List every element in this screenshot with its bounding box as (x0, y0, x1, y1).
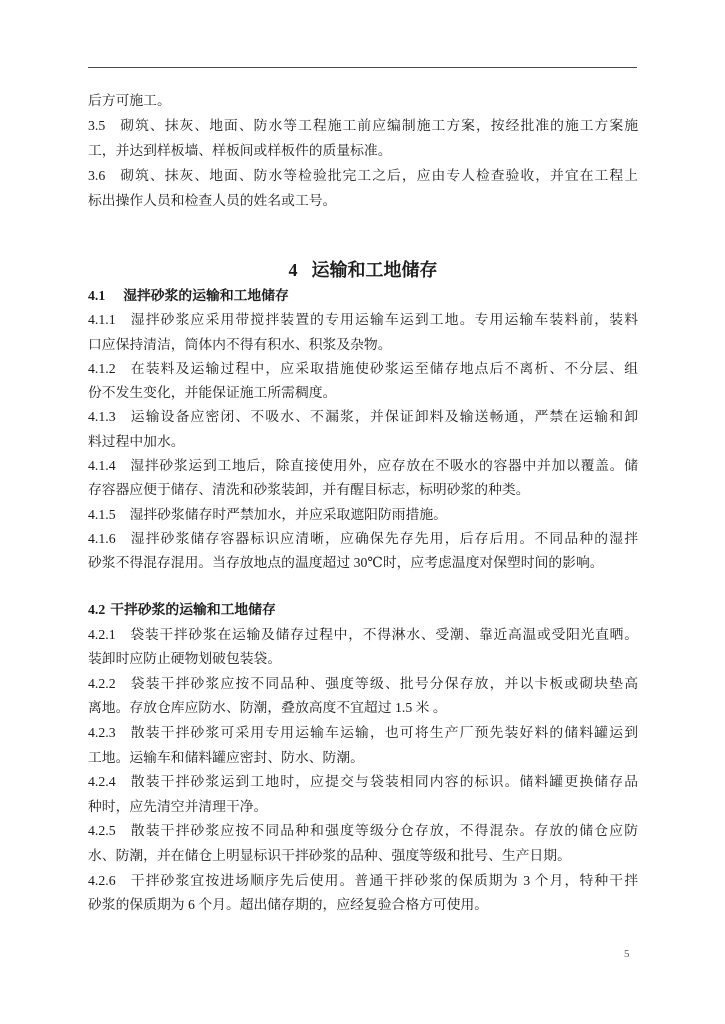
clause-line (88, 454, 638, 478)
page-number: 5 (624, 948, 630, 960)
clause-3-5 (88, 113, 638, 163)
clause-line: 砂浆不得混存混用。当存放地点的温度超过 30℃时，应考虑温度对保塑时间的影响。 (88, 555, 604, 571)
clause-text: 散装干拌砂浆可采用专用运输车运输，也可将生产厂预先装好料的储料罐运到 (129, 724, 638, 740)
clause-line (88, 113, 638, 138)
clause-number: 4.1.4 (88, 458, 116, 474)
section-number: 4.2 (88, 602, 106, 617)
clause-number: 4.2.3 (88, 724, 116, 740)
clause-text: 散装干拌砂浆应按不同品种和强度等级分仓存放，不得混杂。存放的储仓应防 (129, 823, 638, 839)
clause-4-2-2 (88, 672, 638, 721)
header-rule (88, 67, 637, 68)
clause-number: 4.1.3 (88, 409, 116, 425)
clause-line (88, 770, 638, 795)
clause-number: 4.2.5 (88, 823, 116, 839)
clause-line: 砂浆的保质期为 6 个月。超出储存期的，应经复验合格方可使用。 (88, 897, 489, 913)
clause-line (88, 672, 638, 697)
clause-line: 种时，应先清空并清理干净。 (88, 798, 268, 814)
clause-number: 4.1.1 (88, 312, 116, 328)
clause-3-6 (88, 163, 638, 213)
clause-number: 4.1.6 (88, 530, 116, 546)
clause-number: 3.5 (88, 118, 106, 133)
clause-text: 袋装干拌砂浆在运输及储存过程中，不得淋水、受潮、靠近高温或受阳光直晒。 (129, 626, 638, 642)
clause-4-1-1 (88, 308, 638, 357)
section-title: 湿拌砂浆的运输和工地储存 (123, 288, 289, 303)
chapter-3-tail (88, 88, 638, 213)
clause-line: 口应保持清洁，筒体内不得有积水、积浆及杂物。 (88, 336, 392, 352)
clause-4-1-6 (88, 527, 638, 576)
clause-line (88, 623, 638, 648)
clause-line: 存容器应便于储存、清洗和砂浆装卸，并有醒目标志，标明砂浆的种类。 (88, 482, 530, 498)
clause-text: 干拌砂浆宜按进场顺序先后使用。普通干拌砂浆的保质期为 3 个月，特种干拌 (129, 872, 638, 888)
clause-line: 份不发生变化，并能保证施工所需稠度。 (88, 385, 337, 401)
section-heading (88, 598, 638, 623)
clause-text: 湿拌砂浆储存容器标识应清晰，应确保先存先用，后存后用。不同品种的湿拌 (129, 530, 638, 546)
clause-line (88, 721, 638, 746)
clause-text: 砌筑、抹灰、地面、防水等工程施工前应编制施工方案，按经批准的施工方案施 (119, 118, 638, 133)
clause-4-1-2 (88, 357, 638, 406)
clause-4-2-3 (88, 721, 638, 770)
clause-4-1-4 (88, 454, 638, 503)
section-title: 干拌砂浆的运输和工地储存 (110, 602, 276, 617)
clause-line (88, 163, 638, 188)
clause-4-2-1 (88, 623, 638, 672)
clause-text: 湿拌砂浆运到工地后，除直接使用外，应存放在不吸水的容器中并加以覆盖。储 (129, 458, 638, 474)
clause-number: 4.1.5 (88, 506, 116, 522)
clause-4-1-5 (88, 503, 638, 527)
clause-line (88, 503, 638, 527)
clause-text: 在装料及运输过程中，应采取措施使砂浆运至储存地点后不离析、不分层、组 (129, 360, 638, 376)
section-heading (88, 284, 638, 308)
clause-line (88, 527, 638, 551)
chapter-title: 运输和工地储存 (311, 260, 438, 280)
clause-line: 料过程中加水。 (88, 433, 185, 449)
clause-4-2-4 (88, 770, 638, 819)
clause-4-2-5 (88, 819, 638, 868)
clause-text: 散装干拌砂浆运到工地时，应提交与袋装相同内容的标识。储料罐更换储存品 (129, 774, 638, 790)
clause-line: 标出操作人员和检查人员的姓名或工号。 (88, 193, 337, 208)
section-number: 4.1 (88, 288, 106, 303)
clause-text: 砌筑、抹灰、地面、防水等检验批完工之后，应由专人检查验收，并宜在工程上 (119, 168, 638, 183)
clause-line (88, 357, 638, 381)
clause-line: 工，并达到样板墙、样板间或样板件的质量标准。 (88, 143, 392, 158)
chapter-heading (88, 257, 638, 283)
clause-line (88, 308, 638, 332)
clause-line: 工地。运输车和储料罐应密封、防水、防潮。 (88, 749, 364, 765)
clause-number: 4.1.2 (88, 360, 116, 376)
clause-number: 4.2.4 (88, 774, 116, 790)
clause-number: 4.2.6 (88, 872, 116, 888)
clause-text: 运输设备应密闭、不吸水、不漏浆，并保证卸料及输送畅通，严禁在运输和卸 (129, 409, 638, 425)
clause-text: 湿拌砂浆应采用带搅拌装置的专用运输车运到工地。专用运输车装料前，装料 (129, 312, 638, 328)
clause-number: 4.2.2 (88, 675, 116, 691)
clause-4-2-6 (88, 869, 638, 918)
clause-line: 水、防潮，并在储仓上明显标识干拌砂浆的品种、强度等级和批号、生产日期。 (88, 847, 571, 863)
section-4-2 (88, 598, 638, 918)
clause-line (88, 405, 638, 429)
clause-text: 湿拌砂浆储存时严禁加水，并应采取遮阳防雨措施。 (129, 506, 447, 522)
section-4-1 (88, 284, 638, 576)
continuation-line: 后方可施工。 (88, 93, 171, 108)
clause-number: 4.2.1 (88, 626, 116, 642)
chapter-number: 4 (288, 260, 298, 280)
clause-line (88, 819, 638, 844)
clause-line: 离地。存放仓库应防水、防潮，叠放高度不宜超过 1.5 米 。 (88, 700, 447, 716)
clause-text: 袋装干拌砂浆应按不同品种、强度等级、批号分保存放，并以卡板或砌块垫高 (129, 675, 638, 691)
clause-number: 3.6 (88, 168, 106, 183)
clause-line: 装卸时应防止硬物划破包装袋。 (88, 651, 282, 667)
clause-4-1-3 (88, 405, 638, 454)
clause-line (88, 869, 638, 894)
